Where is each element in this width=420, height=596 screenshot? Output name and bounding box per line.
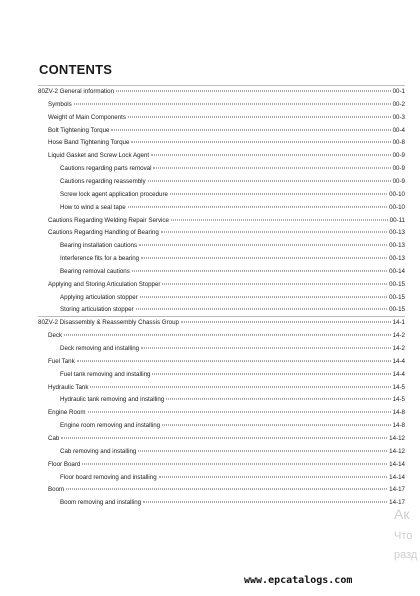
toc-entry-page: 00-13	[389, 255, 405, 263]
toc-entry-label: Applying and Storing Articulation Stopper	[48, 280, 161, 288]
toc-entry[interactable]	[48, 384, 405, 392]
toc-leader-dots	[90, 386, 390, 387]
toc-entry[interactable]	[48, 409, 405, 417]
toc-leader-dots	[141, 348, 391, 349]
toc-entry-page: 00-2	[392, 100, 405, 108]
toc-entry-label: Bearing installation cautions	[60, 242, 138, 250]
toc-entry-page: 00-14	[389, 267, 405, 275]
toc-entry-label: 80ZV-2 Disassembly & Reassembly Chassis Group	[38, 319, 179, 327]
toc-entry-page: 14-12	[389, 447, 405, 455]
toc-leader-dots	[151, 155, 390, 156]
toc-entry[interactable]	[48, 139, 405, 147]
toc-entry[interactable]	[60, 396, 405, 404]
toc-entry-label: 80ZV-2 General information	[38, 88, 115, 95]
toc-entry[interactable]	[60, 294, 405, 302]
toc-entry-label: Boom removing and installing	[60, 499, 142, 507]
toc-entry-page: 00-13	[389, 242, 405, 250]
toc-leader-dots	[152, 373, 390, 374]
toc-entry[interactable]	[60, 268, 405, 276]
toc-entry[interactable]	[60, 499, 405, 507]
toc-entry-label: Cautions Regarding Welding Repair Service	[48, 216, 169, 224]
toc-entry-page: 14-5	[392, 383, 405, 391]
toc-leader-dots	[138, 450, 387, 451]
toc-entry[interactable]	[60, 371, 405, 379]
toc-entry-page: 00-15	[389, 306, 405, 314]
toc-entry-label: Deck	[48, 332, 63, 340]
section-divider	[38, 316, 405, 317]
toc-entry-page: 14-4	[392, 370, 405, 378]
toc-leader-dots	[82, 463, 387, 464]
toc-entry[interactable]	[60, 255, 405, 263]
toc-leader-dots	[128, 206, 387, 207]
toc-leader-dots	[171, 219, 388, 220]
toc-leader-dots	[161, 232, 387, 233]
toc-entry-page: 14-1	[392, 319, 405, 327]
toc-leader-dots	[66, 489, 387, 490]
toc-entry-label: Screw lock agent application procedure	[60, 190, 169, 198]
toc-leader-dots	[132, 270, 387, 271]
toc-entry[interactable]	[38, 88, 405, 96]
toc-entry-page: 00-11	[389, 216, 405, 224]
site-url: www.epcatalogs.com	[244, 575, 353, 586]
watermark-line-1: Ак	[394, 506, 410, 522]
watermark-line-3: разд	[394, 549, 418, 561]
toc-entry[interactable]	[60, 306, 405, 314]
toc-entry[interactable]	[48, 358, 405, 366]
toc-entry-page: 14-14	[389, 473, 405, 481]
toc-entry[interactable]	[48, 229, 405, 237]
toc-entry-page: 00-9	[392, 152, 405, 160]
toc-leader-dots	[143, 502, 387, 503]
toc-entry-label: Cautions Regarding Handling of Bearing	[48, 229, 159, 237]
toc-entry-page: 14-8	[392, 409, 405, 417]
toc-leader-dots	[141, 258, 387, 259]
toc-entry[interactable]	[60, 165, 405, 173]
toc-leader-dots	[148, 180, 391, 181]
toc-entry-page: 14-12	[389, 434, 405, 442]
toc-entry-label: Weight of Main Components	[48, 113, 126, 121]
toc-entry-label: Storing articulation stopper	[60, 306, 134, 314]
toc-leader-dots	[166, 399, 390, 400]
toc-entry-label: Fuel tank removing and installing	[60, 370, 151, 378]
toc-entry-page: 00-10	[389, 203, 405, 211]
toc-entry[interactable]	[48, 114, 405, 122]
toc-entry[interactable]	[48, 152, 405, 160]
toc-entry-page: 14-2	[392, 332, 405, 340]
toc-entry-label: Symbols	[48, 100, 72, 108]
toc-entry-page: 14-2	[392, 345, 405, 352]
toc-leader-dots	[77, 360, 391, 361]
toc-entry[interactable]	[48, 217, 405, 225]
toc-entry-label: Fuel Tank	[48, 357, 75, 365]
toc-entry-label: Cab	[48, 434, 60, 442]
watermark-line-2: Что	[394, 530, 413, 542]
toc-entry[interactable]	[60, 448, 405, 456]
toc-entry-label: Engine room removing and installing	[60, 422, 161, 430]
toc-leader-dots	[170, 193, 387, 194]
toc-entry[interactable]	[60, 345, 405, 353]
toc-entry-label: Hydraulic Tank	[48, 383, 89, 391]
page-title: CONTENTS	[39, 62, 113, 77]
toc-leader-dots	[131, 142, 390, 143]
toc-entry-page: 00-15	[389, 280, 405, 288]
toc-entry-label: Bearing removal cautions	[60, 267, 130, 275]
toc-leader-dots	[159, 476, 388, 477]
toc-leader-dots	[61, 437, 387, 438]
toc-leader-dots	[74, 103, 391, 104]
toc-leader-dots	[181, 322, 391, 323]
toc-entry[interactable]	[38, 319, 405, 327]
toc-entry-label: How to wind a seal tape	[60, 203, 126, 211]
toc-entry[interactable]	[60, 242, 405, 250]
toc-entry-page: 00-8	[392, 139, 405, 147]
toc-entry-page: 14-8	[392, 422, 405, 430]
toc-leader-dots	[128, 116, 391, 117]
toc-entry-label: Bolt Tightening Torque	[48, 126, 110, 134]
toc-entry[interactable]	[48, 461, 405, 469]
toc-entry-label: Deck removing and installing	[60, 345, 140, 352]
toc-entry-label: Hydraulic tank removing and installing	[60, 396, 165, 404]
toc-leader-dots	[140, 296, 387, 297]
toc-entry-page: 14-5	[392, 396, 405, 404]
toc-entry-label: Cautions regarding reassembly	[60, 177, 146, 185]
toc-entry-label: Engine Room	[48, 409, 86, 417]
toc-entry-page: 00-3	[392, 113, 405, 121]
toc-leader-dots	[116, 91, 391, 92]
toc-entry-page: 14-17	[389, 499, 405, 507]
toc-entry-label: Cautions regarding parts removal	[60, 165, 152, 173]
toc-entry[interactable]	[48, 435, 405, 443]
toc-entry-page: 00-9	[392, 177, 405, 185]
toc-entry-page: 14-14	[389, 460, 405, 468]
toc-leader-dots	[162, 425, 391, 426]
toc-leader-dots	[88, 412, 391, 413]
toc-entry[interactable]	[60, 204, 405, 212]
toc-entry[interactable]	[48, 281, 405, 289]
toc-entry-label: Cab removing and installing	[60, 447, 137, 455]
toc-entry[interactable]	[48, 332, 405, 340]
toc-entry[interactable]	[60, 474, 405, 482]
toc-entry[interactable]	[60, 191, 405, 199]
toc-entry[interactable]	[48, 486, 405, 494]
toc-leader-dots	[111, 129, 390, 130]
toc-entry-page: 00-4	[392, 126, 405, 134]
toc-entry-label: Applying articulation stopper	[60, 293, 138, 301]
toc-leader-dots	[139, 245, 387, 246]
toc-entry-label: Hose Band Tightening Torque	[48, 139, 130, 147]
toc-entry-label: Floor board removing and installing	[60, 473, 157, 481]
section-divider	[38, 85, 405, 86]
toc-entry[interactable]	[48, 101, 405, 109]
toc-entry-page: 14-17	[389, 486, 405, 494]
toc-entry-label: Floor Board	[48, 460, 81, 468]
toc-entry[interactable]	[60, 178, 405, 186]
toc-leader-dots	[162, 283, 387, 284]
toc-entry-page: 14-4	[392, 357, 405, 365]
toc-entry-page: 00-9	[392, 165, 405, 173]
toc-entry-label: Boom	[48, 486, 65, 494]
toc-leader-dots	[64, 335, 391, 336]
toc-entry-label: Interference fits for a bearing	[60, 255, 140, 263]
toc-leader-dots	[136, 309, 388, 310]
toc-entry[interactable]	[60, 422, 405, 430]
toc-entry-page: 00-13	[389, 229, 405, 237]
toc-entry-label: Liquid Gasket and Screw Lock Agent	[48, 152, 150, 160]
toc-entry-page: 00-15	[389, 293, 405, 301]
toc-leader-dots	[153, 168, 390, 169]
toc-entry-page: 00-1	[392, 88, 405, 95]
toc-entry[interactable]	[48, 127, 405, 135]
toc-entry-page: 00-10	[389, 190, 405, 198]
